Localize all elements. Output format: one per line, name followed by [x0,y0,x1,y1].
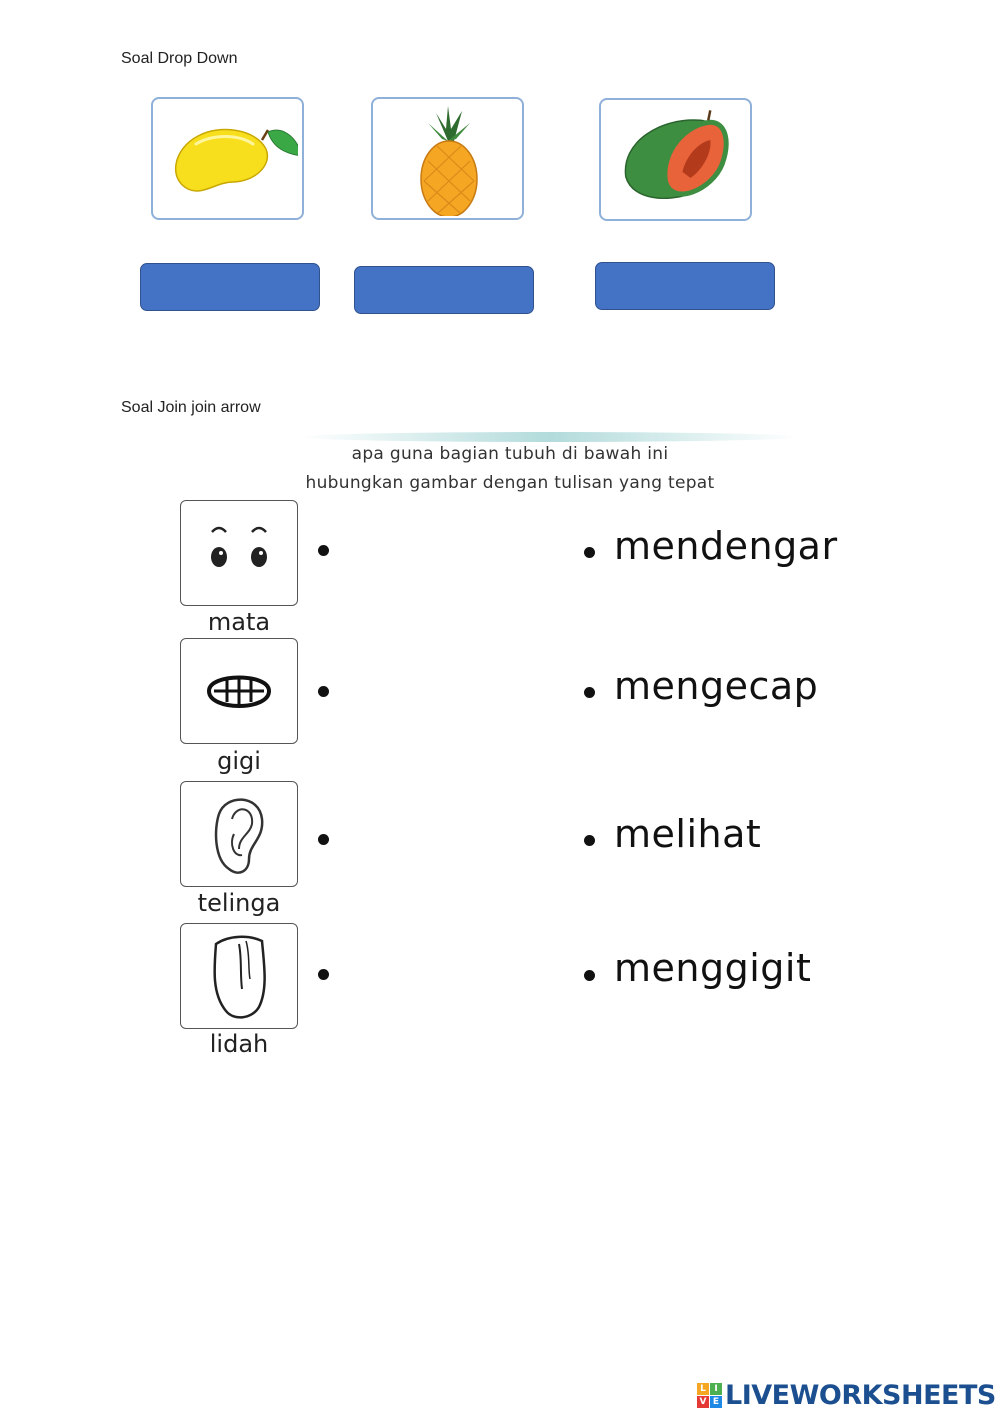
dropdown-answer-2[interactable] [354,266,534,314]
pineapple-image [378,101,518,216]
join-worksheet [160,430,860,1070]
answer-4: menggigit [614,946,812,990]
label-gigi: gigi [217,747,261,775]
right-dot-3[interactable] [584,835,595,846]
logo-mark [697,1383,722,1408]
logo-text: LIVEWORKSHEETS [725,1379,996,1411]
logo-mark-letter: E [710,1396,722,1408]
tongue-card [180,923,298,1029]
instruction-line-2: hubungkan gambar dengan tulisan yang tepat [305,473,715,493]
right-dot-2[interactable] [584,687,595,698]
right-dot-1[interactable] [584,547,595,558]
worksheet-banner [300,432,800,442]
pineapple-card [371,97,524,220]
papaya-image [601,102,750,217]
ear-icon [204,789,274,879]
dropdown-section-title: Soal Drop Down [121,50,238,67]
logo-mark-letter: I [710,1383,722,1395]
answer-2: mengecap [614,664,819,708]
teeth-icon [194,661,284,721]
right-dot-4[interactable] [584,970,595,981]
answer-1: mendengar [614,524,838,568]
instruction-line-1: apa guna bagian tubuh di bawah ini [351,444,669,464]
left-dot-1[interactable] [318,545,329,556]
dropdown-answer-3[interactable] [595,262,775,310]
label-lidah: lidah [209,1030,269,1058]
logo-mark-letter: L [697,1383,709,1395]
left-dot-3[interactable] [318,834,329,845]
ear-card [180,781,298,887]
left-dot-2[interactable] [318,686,329,697]
papaya-card [599,98,752,221]
left-dot-4[interactable] [318,969,329,980]
join-section-title: Soal Join join arrow [121,399,261,416]
mango-card [151,97,304,220]
dropdown-answer-1[interactable] [140,263,320,311]
liveworksheets-logo [697,1380,996,1410]
label-mata: mata [207,608,271,636]
mango-image [158,104,298,214]
label-telinga: telinga [197,889,281,917]
tongue-icon [204,929,274,1024]
eyes-card [180,500,298,606]
logo-mark-letter: V [697,1396,709,1408]
answer-3: melihat [614,812,762,856]
eyes-icon [194,518,284,588]
teeth-card [180,638,298,744]
